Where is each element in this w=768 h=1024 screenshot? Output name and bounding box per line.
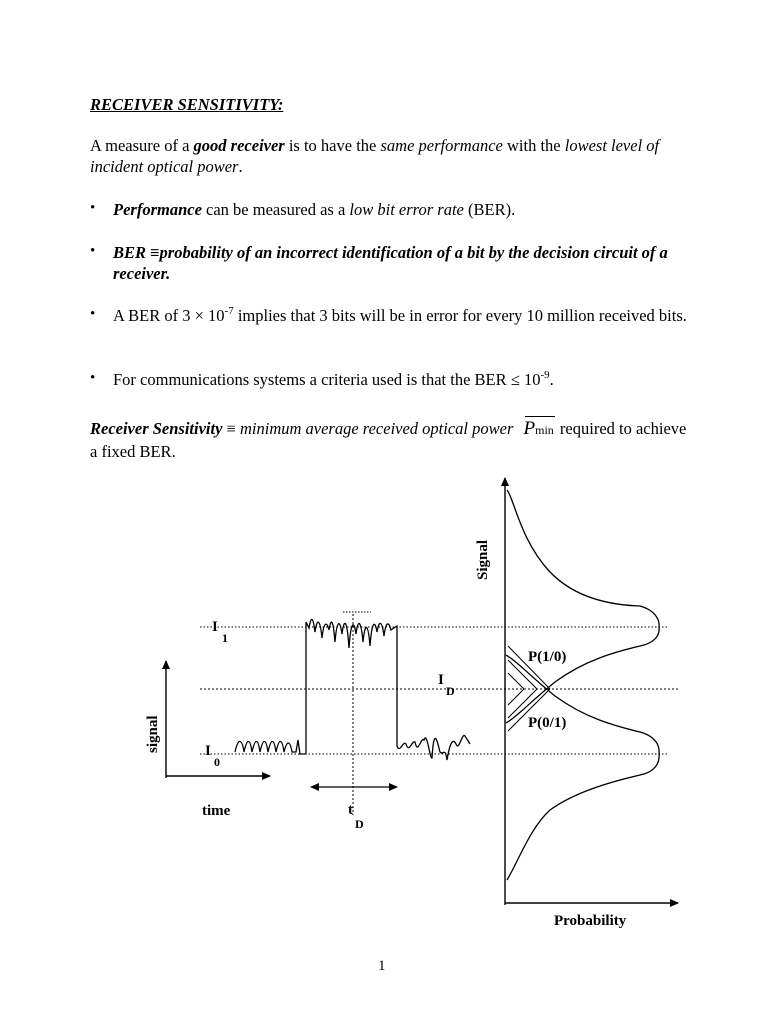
page-title: RECEIVER SENSITIVITY: xyxy=(90,95,284,114)
page-number: 1 xyxy=(378,958,386,974)
bullet-marker: • xyxy=(90,370,96,386)
bullet-text: For communications systems a criteria used is that the BER ≤ 10 xyxy=(113,370,541,389)
signal-label: signal xyxy=(145,715,161,753)
td-label: t xyxy=(348,802,353,818)
exponent: -7 xyxy=(224,305,234,317)
td-subscript: D xyxy=(355,817,364,831)
intro-text: A measure of a xyxy=(90,136,194,155)
signal-axis-label: Signal xyxy=(475,539,491,580)
bullet-marker: • xyxy=(90,200,96,216)
id-label: I xyxy=(438,672,444,688)
bullet-marker: • xyxy=(90,306,96,322)
intro-text: is to have the xyxy=(284,136,381,155)
exponent: -9 xyxy=(540,369,550,381)
i0-subscript: 0 xyxy=(214,755,220,769)
definition-term: Receiver Sensitivity xyxy=(90,419,223,438)
p-subscript: min xyxy=(535,423,554,437)
definition-text: required to achieve a fixed BER. xyxy=(90,419,687,461)
p10-label: P(1/0) xyxy=(528,649,567,665)
intro-italic: lowest level of incident optical power xyxy=(90,136,660,176)
bullet-bold: BER ≡probability of an incorrect identification of a bit by the decision circuit of a receiver. xyxy=(113,243,668,283)
bullet-marker: • xyxy=(90,243,96,259)
bullet-italic: low bit error rate xyxy=(349,200,464,219)
bullet-text: implies that 3 bits will be in error for every 10 million received bits. xyxy=(233,306,687,325)
i1-label: I xyxy=(212,619,218,635)
bullet-text: (BER). xyxy=(463,200,516,219)
intro-text: with the xyxy=(502,136,565,155)
intro-italic: same performance xyxy=(380,136,503,155)
bullet-text: can be measured as a xyxy=(201,200,350,219)
probability-label: Probability xyxy=(554,913,627,929)
intro-emphasis: good receiver xyxy=(193,136,285,155)
equiv-symbol: ≡ xyxy=(222,419,240,438)
bullet-text: . xyxy=(549,370,554,389)
one-level-distribution xyxy=(506,490,659,723)
i1-subscript: 1 xyxy=(222,631,228,645)
time-label: time xyxy=(202,803,231,819)
p01-label: P(0/1) xyxy=(528,715,567,731)
bullet-text: A BER of 3 × 10 xyxy=(113,306,225,325)
i0-label: I xyxy=(205,743,211,759)
id-subscript: D xyxy=(446,684,455,698)
intro-text: . xyxy=(238,157,243,176)
bullet-bold: Performance xyxy=(113,200,202,219)
definition-italic: minimum average received optical power xyxy=(239,419,518,438)
p-letter: P xyxy=(523,418,536,439)
